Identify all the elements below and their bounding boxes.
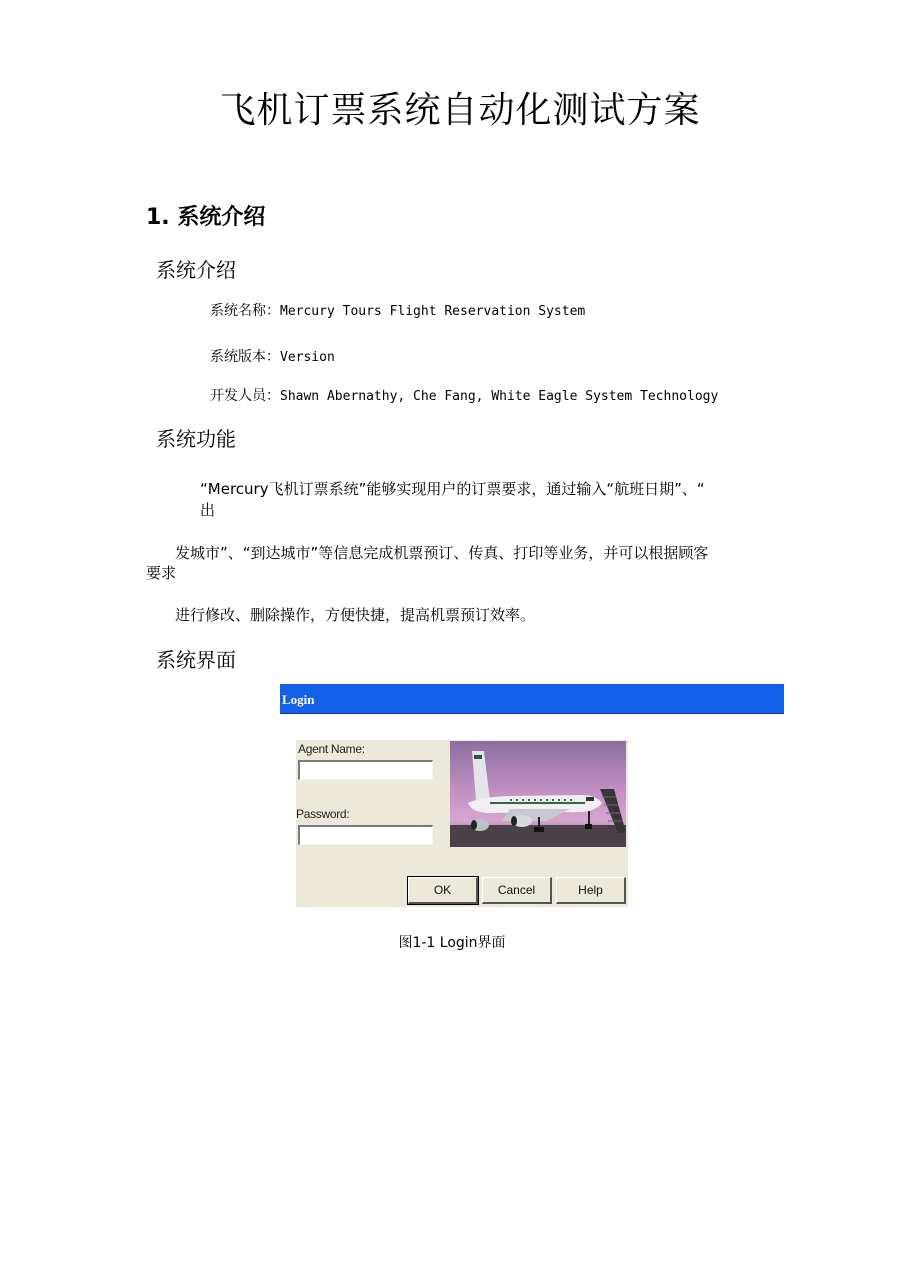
- agent-name-label: Agent Name:: [298, 742, 365, 756]
- help-button[interactable]: Help: [556, 877, 626, 904]
- function-heading: 系统功能: [156, 427, 236, 451]
- function-paragraph-line: 出: [200, 501, 216, 519]
- function-paragraph-line: 进行修改、删除操作，方便快捷，提高机票预订效率。: [175, 606, 536, 624]
- function-paragraph-line: 发城市”、“到达城市”等信息完成机票预订、传真、打印等业务，并可以根据顾客: [175, 544, 709, 562]
- system-name-line: [210, 300, 585, 320]
- system-name-value: Mercury Tours Flight Reservation System: [280, 304, 586, 319]
- password-input[interactable]: [298, 825, 433, 845]
- developers-line: [210, 385, 718, 405]
- login-window-title: Login: [282, 692, 315, 707]
- ui-heading: 系统界面: [156, 648, 236, 672]
- function-paragraph-line: 要求: [146, 564, 177, 582]
- developers-label: 开发人员：: [210, 388, 280, 404]
- system-version-label: 系统版本：: [210, 349, 280, 365]
- agent-name-input[interactable]: [298, 760, 433, 780]
- ok-button[interactable]: OK: [408, 877, 478, 904]
- section-heading: 1. 系统介绍: [146, 205, 266, 230]
- intro-heading: 系统介绍: [156, 258, 236, 282]
- password-label: Password:: [296, 807, 350, 821]
- system-version-line: [210, 346, 335, 366]
- document-title: 飞机订票系统自动化测试方案: [219, 90, 701, 131]
- system-name-label: 系统名称：: [210, 303, 280, 319]
- function-paragraph-line: “Mercury飞机订票系统”能够实现用户的订票要求，通过输入“航班日期”、“: [200, 480, 705, 498]
- system-version-value: Version: [280, 350, 335, 365]
- cancel-button[interactable]: Cancel: [482, 877, 552, 904]
- developers-value: Shawn Abernathy, Che Fang, White Eagle System Technology: [280, 389, 719, 404]
- login-dialog: [296, 740, 628, 907]
- figure-caption: 图1-1 Login界面: [398, 935, 506, 951]
- airplane-photo: [450, 741, 626, 847]
- login-title-bar: [280, 684, 784, 714]
